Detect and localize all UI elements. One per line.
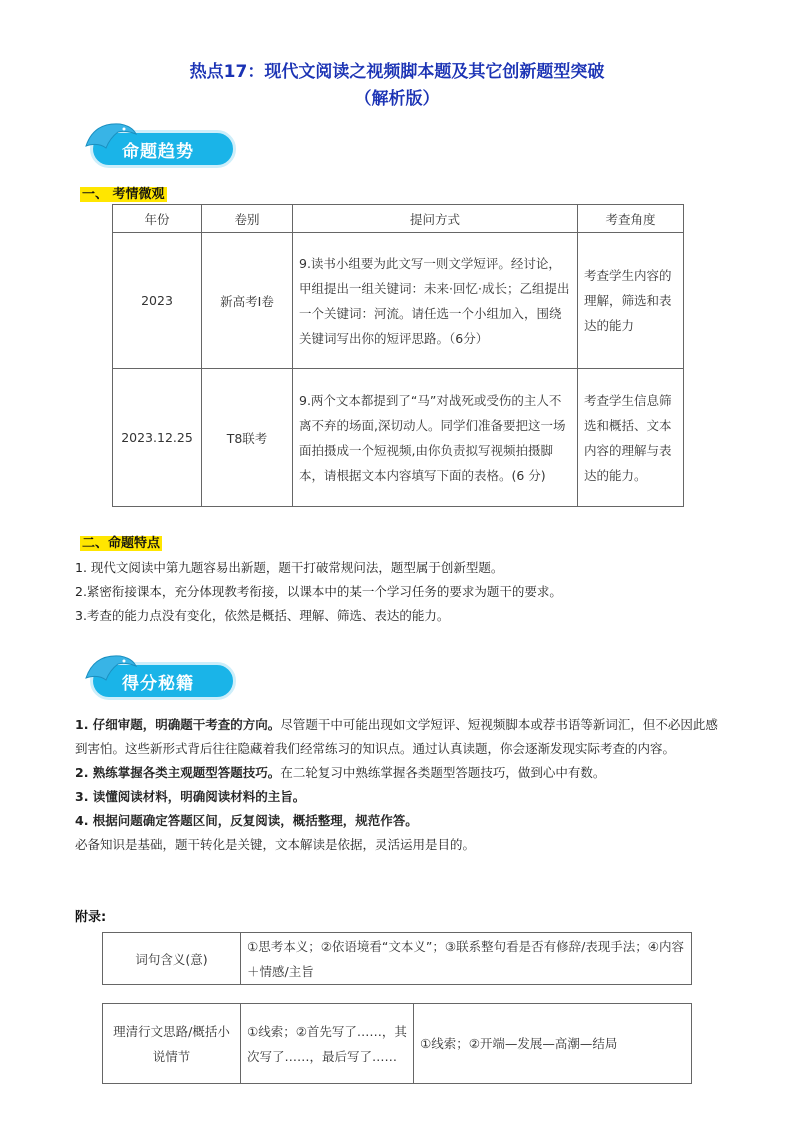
tips-badge — [80, 648, 240, 706]
list-item: 2.紧密衔接课本，充分体现教考衔接，以课本中的某一个学习任务的要求为题干的要求。 — [75, 584, 562, 599]
section1-heading: 一、 考情微观 — [82, 187, 165, 202]
appendix2-label: 理清行文思路/概括小说情节 — [103, 1004, 241, 1084]
appendix-label: 附录: — [75, 910, 107, 925]
table-header-row — [113, 205, 684, 233]
tip-2: 2. 熟练掌握各类主观题型答题技巧。在二轮复习中熟练掌握各类题型答题技巧，做到心中有数。 — [75, 765, 606, 780]
row2-year: 2023.12.25 — [113, 369, 202, 507]
row2-question: 9.两个文本都提到了“马”对战死或受伤的主人不离不弃的场面,深切动人。同学们准备要把这一场面拍摄成一个短视频,由你负责拟写视频拍摄脚本，请根据文本内容填写下面的表格。(6 分) — [293, 369, 578, 507]
section2-heading: 二、命题特点 — [82, 536, 161, 551]
col-year: 年份 — [113, 205, 202, 233]
appendix-table-1 — [102, 932, 692, 985]
row1-paper: 新高考Ⅰ卷 — [202, 233, 293, 369]
tip-3: 3. 读懂阅读材料，明确阅读材料的主旨。 — [75, 789, 306, 804]
trend-badge — [80, 116, 240, 174]
appendix1-content: ①思考本义；②依语境看“文本义”；③联系整句看是否有修辞/表现手法；④内容＋情感/主旨 — [241, 933, 692, 985]
table-row — [113, 233, 684, 369]
exam-table — [112, 204, 684, 507]
row1-year: 2023 — [113, 233, 202, 369]
col-question: 提问方式 — [293, 205, 578, 233]
tip-5: 必备知识是基础，题干转化是关键，文本解读是依据，灵活运用是目的。 — [75, 837, 476, 852]
page-subtitle: （解析版） — [354, 89, 440, 109]
table-row — [113, 369, 684, 507]
appendix1-label: 词句含义(意) — [103, 933, 241, 985]
appendix2-col3: ①线索；②开端—发展—高潮—结局 — [414, 1004, 692, 1084]
tip-4: 4. 根据问题确定答题区间，反复阅读，概括整理，规范作答。 — [75, 813, 418, 828]
table-row — [103, 1004, 692, 1084]
row1-angle: 考查学生内容的理解，筛选和表达的能力 — [578, 233, 684, 369]
appendix-table-2 — [102, 1003, 692, 1084]
row2-angle: 考查学生信息筛选和概括、文本内容的理解与表达的能力。 — [578, 369, 684, 507]
appendix2-col2: ①线索；②首先写了……，其次写了……，最后写了…… — [241, 1004, 414, 1084]
row1-question: 9.读书小组要为此文写一则文学短评。经讨论，甲组提出一组关键词：未来·回忆·成长；乙组提出一个关键词：河流。请任选一个小组加入，围绕关键词写出你的短评思路。（6分） — [293, 233, 578, 369]
row2-paper: T8联考 — [202, 369, 293, 507]
list-item: 1. 现代文阅读中第九题容易出新题，题干打破常规问法，题型属于创新型题。 — [75, 560, 504, 575]
trend-badge-label: 命题趋势 — [122, 142, 194, 162]
feature-list — [75, 556, 725, 628]
col-angle: 考查角度 — [578, 205, 684, 233]
list-item: 3.考查的能力点没有变化，依然是概括、理解、筛选、表达的能力。 — [75, 608, 450, 623]
table-row — [103, 933, 692, 985]
page-title: 热点17：现代文阅读之视频脚本题及其它创新题型突破 — [189, 62, 605, 82]
tip-1: 1. 仔细审题，明确题干考查的方向。尽管题干中可能出现如文学短评、短视频脚本或荐书语等新词汇，但不必因此感到害怕。这些新形式背后往往隐藏着我们经常练习的知识点。通过认真读题，你会逐渐发现实际考查的内容。 — [75, 717, 718, 756]
tips-badge-label: 得分秘籍 — [122, 674, 194, 694]
col-paper: 卷别 — [202, 205, 293, 233]
tips-section — [75, 713, 725, 857]
